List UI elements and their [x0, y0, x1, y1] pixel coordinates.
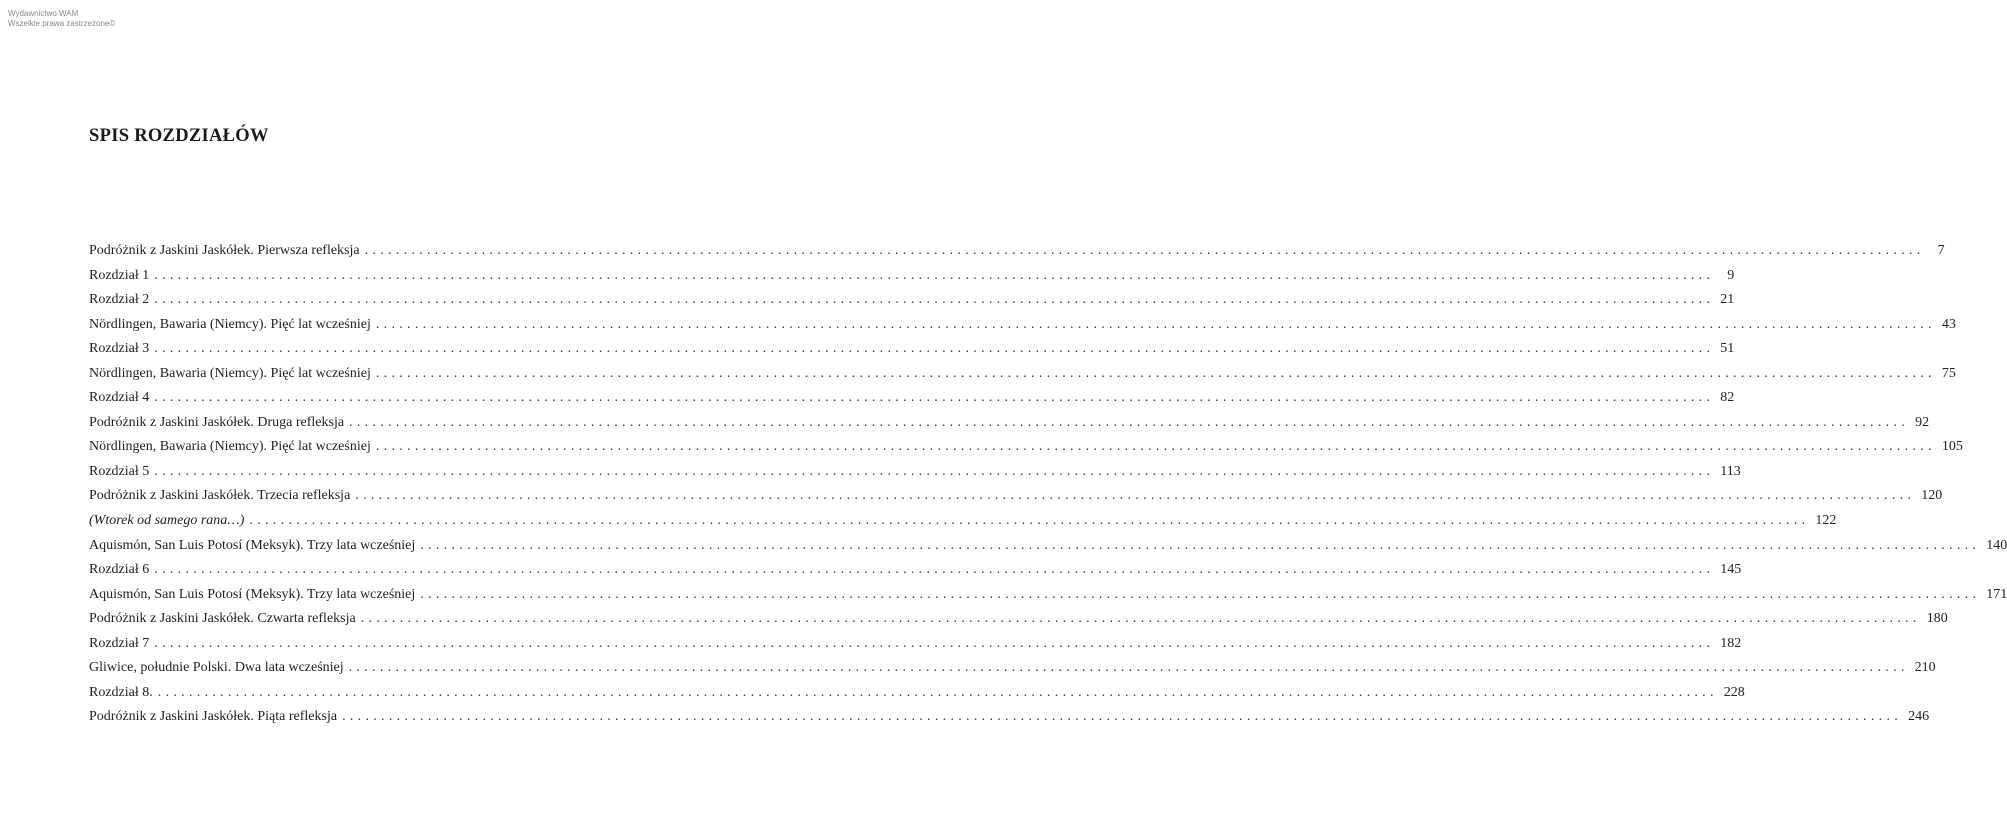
toc-entry-page-number: 9: [1727, 267, 1735, 283]
toc-entry[interactable]: [89, 313, 1956, 338]
toc-entry-page-number: 113: [1720, 463, 1741, 479]
toc-dot-leader: ........................................................................................................................................................................................................: [154, 341, 1715, 357]
toc-dot-leader: ........................................................................................................................................................................................................: [249, 513, 1810, 529]
toc-entry[interactable]: [89, 411, 1930, 436]
toc-dot-leader: ........................................................................................................................................................................................................: [154, 267, 1715, 283]
toc-entry-page-number: 82: [1720, 390, 1735, 406]
toc-entry[interactable]: [89, 239, 1945, 264]
toc-dot-leader: ........................................................................................................................................................................................................: [375, 316, 1936, 332]
toc-entry-label: Podróżnik z Jaskini Jaskółek. Trzecia refleksja: [89, 488, 351, 504]
toc-dot-leader: ........................................................................................................................................................................................................: [355, 488, 1916, 504]
toc-entry-page-number: 182: [1720, 635, 1742, 651]
toc-entry-page-number: 246: [1908, 709, 1930, 725]
toc-entry[interactable]: [89, 460, 1741, 485]
toc-entry-label: Podróżnik z Jaskini Jaskółek. Pierwsza refleksja: [89, 243, 360, 258]
toc-entry-page-number: 7: [1937, 243, 1945, 258]
toc-entry-label: Aquismón, San Luis Potosí (Meksyk). Trzy lata wcześniej: [89, 586, 416, 602]
toc-dot-leader: ........................................................................................................................................................................................................: [420, 537, 1981, 553]
toc-entry[interactable]: [89, 632, 1742, 657]
toc-entry-page-number: 51: [1720, 341, 1735, 357]
toc-entry-page-number: 122: [1815, 513, 1837, 529]
toc-entry[interactable]: [89, 607, 1948, 632]
toc-entry[interactable]: [89, 656, 1936, 681]
toc-entry-page-number: 180: [1926, 611, 1948, 627]
watermark-rights: Wszelkie prawa zastrzeżone©: [8, 19, 116, 28]
table-of-contents: [89, 239, 2007, 730]
toc-entry[interactable]: [89, 583, 2007, 608]
toc-entry-page-number: 21: [1720, 292, 1735, 308]
toc-entry-label: Rozdział 5: [89, 463, 150, 479]
toc-dot-leader: ........................................................................................................................................................................................................: [420, 586, 1981, 602]
toc-entry-page-number: 43: [1941, 316, 1956, 332]
toc-entry[interactable]: [89, 558, 1742, 583]
toc-entry-label: Podróżnik z Jaskini Jaskółek. Czwarta refleksja: [89, 611, 356, 627]
watermark-publisher: Wydawnictwo WAM: [8, 9, 79, 18]
toc-dot-leader: ........................................................................................................................................................................................................: [348, 660, 1909, 676]
toc-entry-label: Podróżnik z Jaskini Jaskółek. Piąta refleksja: [89, 709, 338, 725]
toc-entry-page-number: 210: [1914, 660, 1936, 676]
toc-entry-page-number: 228: [1723, 684, 1745, 700]
toc-entry-label: Podróżnik z Jaskini Jaskółek. Druga refleksja: [89, 414, 345, 430]
toc-dot-leader: ........................................................................................................................................................................................................: [154, 390, 1715, 406]
toc-entry-label: (Wtorek od samego rana…): [89, 513, 245, 529]
publisher-watermark: [8, 9, 115, 29]
toc-dot-leader: ........................................................................................................................................................................................................: [364, 243, 1925, 258]
toc-dot-leader: ........................................................................................................................................................................................................: [360, 611, 1921, 627]
toc-dot-leader: ........................................................................................................................................................................................................: [154, 635, 1715, 651]
page-title: SPIS ROZDZIAŁÓW: [89, 126, 269, 146]
toc-entry[interactable]: [89, 705, 1930, 730]
toc-entry-label: Rozdział 7: [89, 635, 150, 651]
toc-dot-leader: ........................................................................................................................................................................................................: [157, 684, 1718, 700]
toc-entry-page-number: 140: [1986, 537, 2007, 553]
toc-entry-label: Nördlingen, Bawaria (Niemcy). Pięć lat wcześniej: [89, 439, 371, 455]
toc-entry-label: Rozdział 2: [89, 292, 150, 308]
toc-dot-leader: ........................................................................................................................................................................................................: [375, 439, 1936, 455]
toc-entry[interactable]: [89, 681, 1745, 706]
toc-entry[interactable]: [89, 534, 2007, 559]
toc-dot-leader: ........................................................................................................................................................................................................: [154, 463, 1715, 479]
toc-entry-page-number: 120: [1921, 488, 1943, 504]
toc-entry-page-number: 171: [1986, 586, 2007, 602]
toc-entry[interactable]: [89, 337, 1735, 362]
toc-entry-label: Nördlingen, Bawaria (Niemcy). Pięć lat wcześniej: [89, 316, 371, 332]
toc-entry-page-number: 105: [1941, 439, 1963, 455]
toc-entry[interactable]: [89, 484, 1943, 509]
toc-dot-leader: ........................................................................................................................................................................................................: [154, 292, 1715, 308]
toc-entry-label: Nördlingen, Bawaria (Niemcy). Pięć lat wcześniej: [89, 365, 371, 381]
toc-entry-label: Rozdział 8.: [89, 684, 153, 700]
toc-entry-label: Rozdział 4: [89, 390, 150, 406]
toc-dot-leader: ........................................................................................................................................................................................................: [349, 414, 1910, 430]
toc-entry-label: Aquismón, San Luis Potosí (Meksyk). Trzy lata wcześniej: [89, 537, 416, 553]
toc-entry-label: Rozdział 1: [89, 267, 150, 283]
toc-entry-label: Rozdział 3: [89, 341, 150, 357]
toc-entry[interactable]: [89, 362, 1956, 387]
toc-entry-label: Rozdział 6: [89, 562, 150, 578]
toc-entry-page-number: 75: [1941, 365, 1956, 381]
toc-dot-leader: ........................................................................................................................................................................................................: [342, 709, 1903, 725]
toc-dot-leader: ........................................................................................................................................................................................................: [154, 562, 1715, 578]
toc-entry-page-number: 92: [1915, 414, 1930, 430]
toc-entry-label: Gliwice, południe Polski. Dwa lata wcześniej: [89, 660, 344, 676]
toc-entry[interactable]: [89, 288, 1735, 313]
toc-entry-page-number: 145: [1720, 562, 1742, 578]
toc-entry[interactable]: [89, 509, 1837, 534]
toc-entry[interactable]: [89, 435, 1963, 460]
toc-entry[interactable]: [89, 386, 1735, 411]
toc-entry[interactable]: [89, 264, 1735, 289]
toc-dot-leader: ........................................................................................................................................................................................................: [375, 365, 1936, 381]
